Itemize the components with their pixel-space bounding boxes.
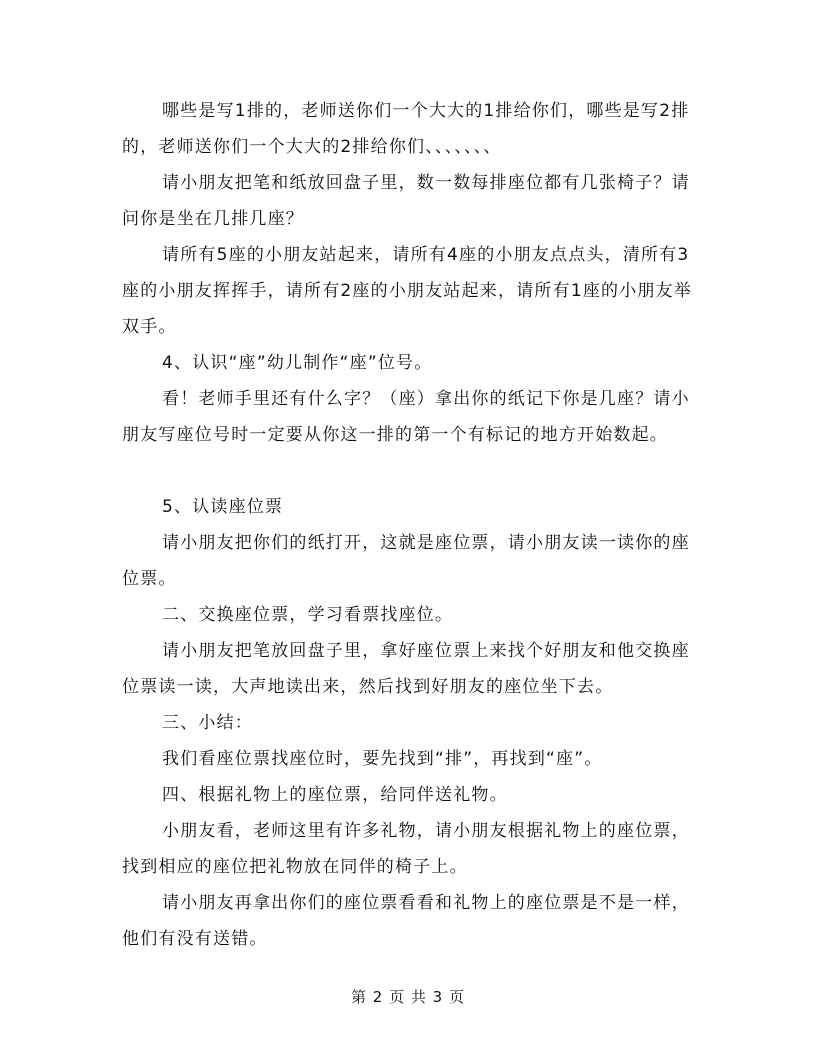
section-heading-er: 二、交换座位票，学习看票找座位。: [162, 605, 454, 625]
paragraph-13: 小朋友看，老师这里有许多礼物，请小朋友根据礼物上的座位票，找到相应的座位把礼物放在同伴的椅子上。: [122, 821, 690, 877]
paragraph-3: 请所有5座的小朋友站起来，请所有4座的小朋友点点头，清所有3座的小朋友挥挥手，请所有2座的小朋友站起来，请所有1座的小朋友举双手。: [122, 245, 693, 337]
section-heading-san: 三、小结：: [162, 713, 253, 733]
paragraph-9: 请小朋友把笔放回盘子里，拿好座位票上来找个好朋友和他交换座位票读一读，大声地读出来，然后找到好朋友的座位坐下去。: [122, 641, 690, 697]
section-heading-5: 5、认读座位票: [162, 497, 284, 517]
paragraph-2: 请小朋友把笔和纸放回盘子里，数一数每排座位都有几张椅子？请问你是坐在几排几座？: [122, 173, 690, 229]
paragraph-5: 看！老师手里还有什么字？（座）拿出你的纸记下你是几座？请小朋友写座位号时一定要从你这一排的第一个有标记的地方开始数起。: [122, 389, 690, 445]
paragraph-14: 请小朋友再拿出你们的座位票看看和礼物上的座位票是不是一样，他们有没有送错。: [122, 893, 690, 949]
paragraph-11: 我们看座位票找座位时，要先找到“排”，再找到“座”。: [162, 749, 603, 769]
section-heading-si: 四、根据礼物上的座位票，给同伴送礼物。: [162, 785, 508, 805]
page-footer: 第 2 页 共 3 页: [351, 988, 465, 1006]
paragraph-7: 请小朋友把你们的纸打开，这就是座位票，请小朋友读一读你的座位票。: [122, 533, 690, 589]
paragraph-1: 哪些是写1排的，老师送你们一个大大的1排给你们，哪些是写2排的，老师送你们一个大大的2排给你们、、、、、、、: [122, 101, 690, 157]
section-heading-4: 4、认识“座”幼儿制作“座”位号。: [162, 353, 433, 373]
